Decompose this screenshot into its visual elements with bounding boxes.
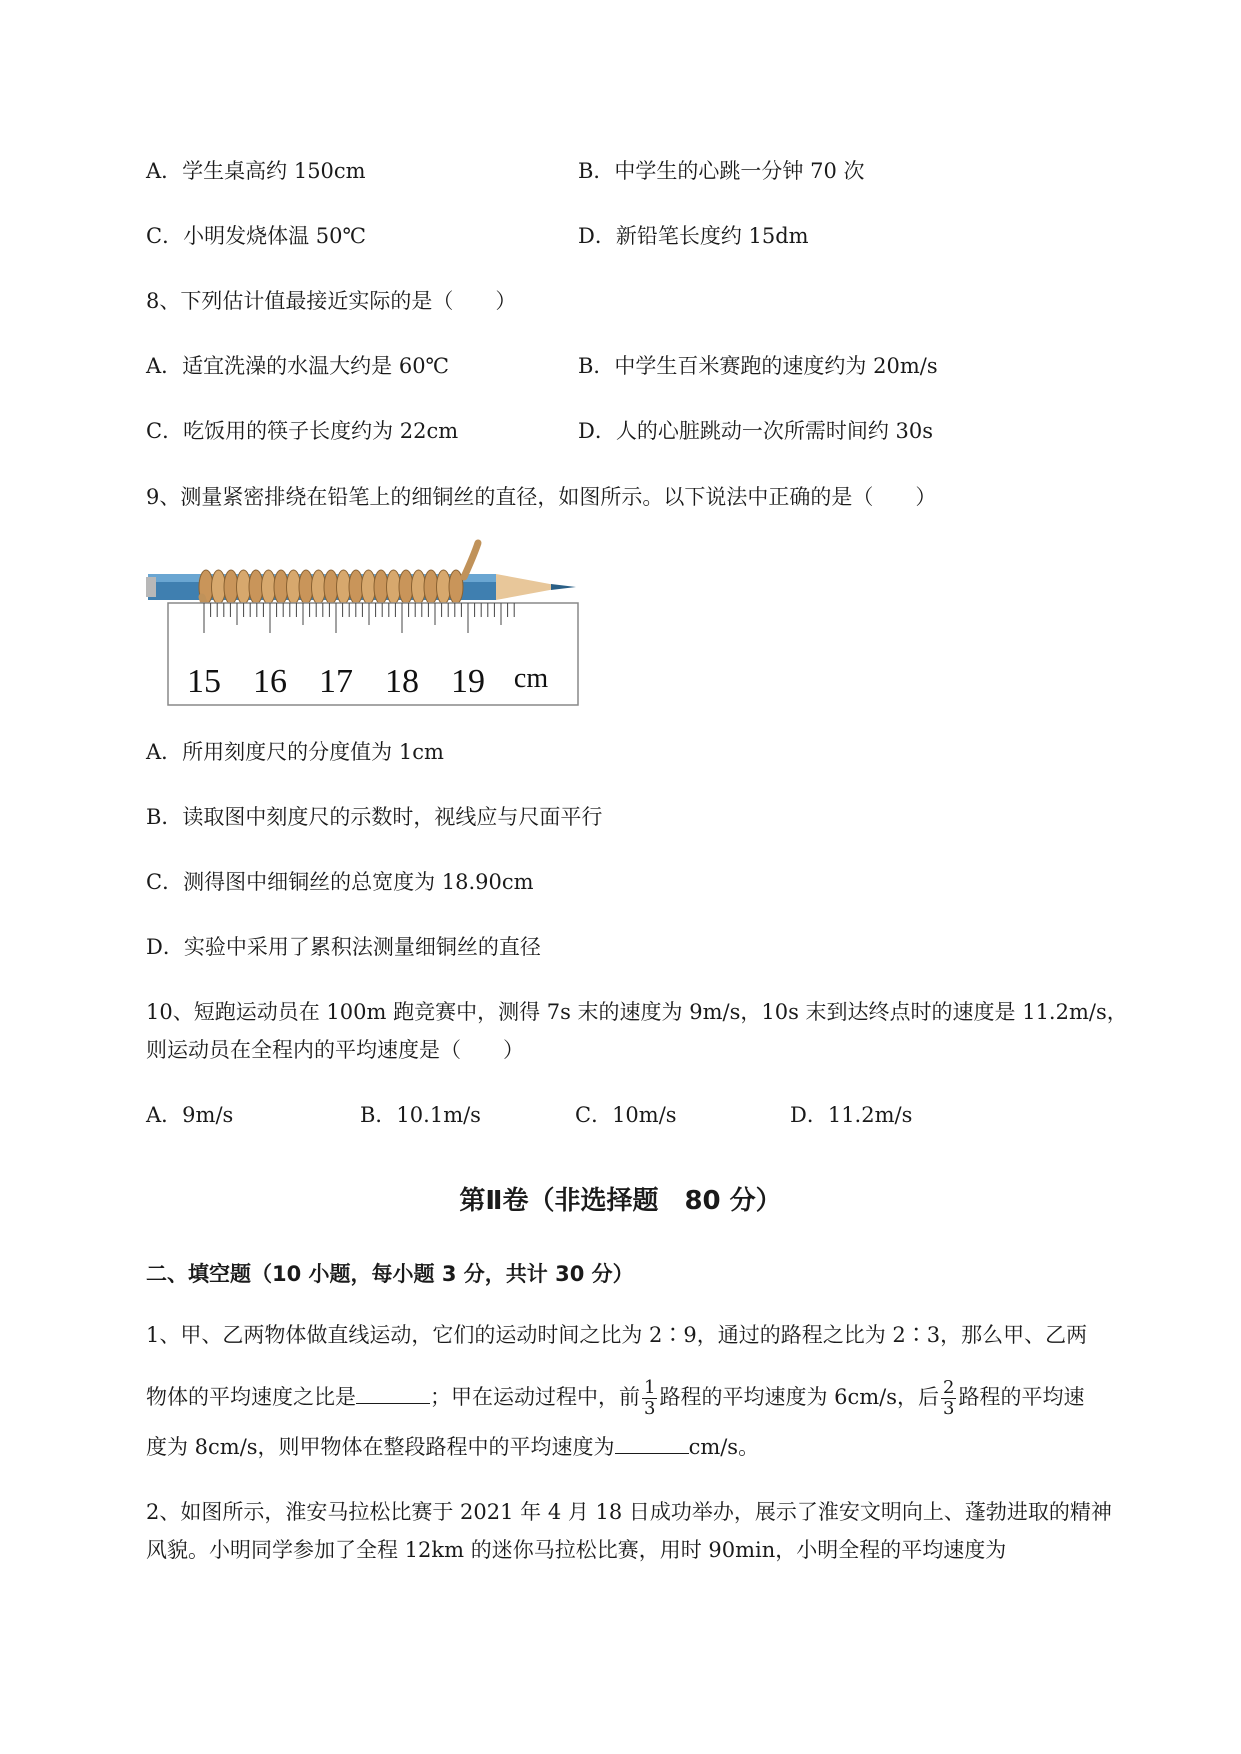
q10-stem-line1: 10、短跑运动员在 100m 跑竞赛中，测得 7s 末的速度为 9m/s，10s 末到达终点时的速度是 11.2m/s，	[146, 1000, 1128, 1024]
q9-option-d: D．实验中采用了累积法测量细铜丝的直径	[146, 935, 541, 959]
coil-turn	[249, 570, 263, 604]
q8-option-b: B．中学生百米赛跑的速度约为 20m/s	[578, 354, 938, 378]
fill1-line1: 1、甲、乙两物体做直线运动，它们的运动时间之比为 2∶9，通过的路程之比为 2∶3，那么甲、乙两	[146, 1323, 1088, 1347]
fraction-two-thirds	[941, 1378, 956, 1419]
q9-option-b: B．读取图中刻度尺的示数时，视线应与尺面平行	[146, 805, 603, 829]
fill2-line2: 风貌。小明同学参加了全程 12km 的迷你马拉松比赛，用时 90min，小明全程的平均速度为	[146, 1538, 1007, 1562]
coil-turn	[424, 570, 438, 604]
q10-stem-line2: 则运动员在全程内的平均速度是（ ）	[146, 1038, 524, 1062]
ruler-label-17: 17	[319, 663, 353, 700]
fraction-denominator: 3	[644, 1398, 656, 1419]
q8-stem: 8、下列估计值最接近实际的是（ ）	[146, 289, 517, 313]
fill-section-heading: 二、填空题（10 小题，每小题 3 分，共计 30 分）	[146, 1262, 634, 1286]
q7-option-d: D．新铅笔长度约 15dm	[578, 224, 809, 248]
fill1-line3	[146, 1432, 759, 1462]
coil-turn	[387, 570, 401, 604]
q10-option-d: D．11.2m/s	[790, 1103, 913, 1127]
coil-turn	[399, 570, 413, 604]
fill1-line2-a: 物体的平均速度之比是	[146, 1385, 356, 1409]
coil-turn	[374, 570, 388, 604]
q8-option-d: D．人的心脏跳动一次所需时间约 30s	[578, 419, 934, 443]
q7-option-a: A．学生桌高约 150cm	[146, 159, 366, 183]
fraction-one-third	[642, 1378, 657, 1419]
coil-turn	[349, 570, 363, 604]
q10-option-a: A．9m/s	[146, 1103, 234, 1127]
coil-turn	[212, 570, 226, 604]
pencil-ruler-figure	[146, 537, 586, 707]
coil-turn	[337, 570, 351, 604]
pencil-end	[146, 577, 156, 597]
q9-stem: 9、测量紧密排绕在铅笔上的细铜丝的直径，如图所示。以下说法中正确的是（ ）	[146, 485, 937, 509]
fill2-line1: 2、如图所示，淮安马拉松比赛于 2021 年 4 月 18 日成功举办，展示了淮安文明向上、蓬勃进取的精神	[146, 1500, 1112, 1524]
fill1-line2-b: ；甲在运动过程中，前	[430, 1385, 640, 1409]
ruler-label-16: 16	[253, 663, 287, 700]
coil-turn	[274, 570, 288, 604]
coil-turn	[412, 570, 426, 604]
part2-title: 第Ⅱ卷（非选择题 80 分）	[459, 1186, 782, 1216]
q7-option-c: C．小明发烧体温 50℃	[146, 224, 366, 248]
coil-turn	[287, 570, 301, 604]
coil-turn	[237, 570, 251, 604]
pencil-lead	[551, 584, 576, 590]
q10-option-c: C．10m/s	[575, 1103, 677, 1127]
fraction-denominator: 3	[943, 1398, 955, 1419]
copper-wire-coil	[199, 570, 463, 604]
coil-turn	[362, 570, 376, 604]
fill1-line2-c: 路程的平均速度为 6cm/s，后	[659, 1385, 940, 1409]
q9-option-a: A．所用刻度尺的分度值为 1cm	[146, 740, 444, 764]
q8-option-c: C．吃饭用的筷子长度约为 22cm	[146, 419, 459, 443]
fill1-line2	[146, 1372, 1084, 1422]
coil-turn	[449, 570, 463, 604]
fill1-line3-b: cm/s。	[688, 1435, 760, 1459]
fill1-line2-d: 路程的平均速	[958, 1385, 1085, 1409]
ruler-unit: cm	[513, 663, 549, 694]
ruler-label-18: 18	[385, 663, 419, 700]
q10-option-b: B．10.1m/s	[360, 1103, 481, 1127]
coil-turn	[224, 570, 238, 604]
q7-option-b: B．中学生的心跳一分钟 70 次	[578, 159, 865, 183]
wire-end-top	[464, 543, 478, 577]
coil-turn	[437, 570, 451, 604]
coil-turn	[299, 570, 313, 604]
fill1-line3-a: 度为 8cm/s，则甲物体在整段路程中的平均速度为	[146, 1435, 615, 1459]
ruler-label-15: 15	[187, 663, 221, 700]
fraction-numerator: 2	[943, 1377, 955, 1398]
q9-option-c: C．测得图中细铜丝的总宽度为 18.90cm	[146, 870, 534, 894]
answer-blank-1	[356, 1385, 430, 1404]
coil-turn	[312, 570, 326, 604]
answer-blank-2	[615, 1435, 689, 1454]
ruler-label-19: 19	[451, 663, 485, 700]
q8-option-a: A．适宜洗澡的水温大约是 60℃	[146, 354, 450, 378]
coil-turn	[262, 570, 276, 604]
coil-turn	[324, 570, 338, 604]
fraction-numerator: 1	[644, 1377, 656, 1398]
